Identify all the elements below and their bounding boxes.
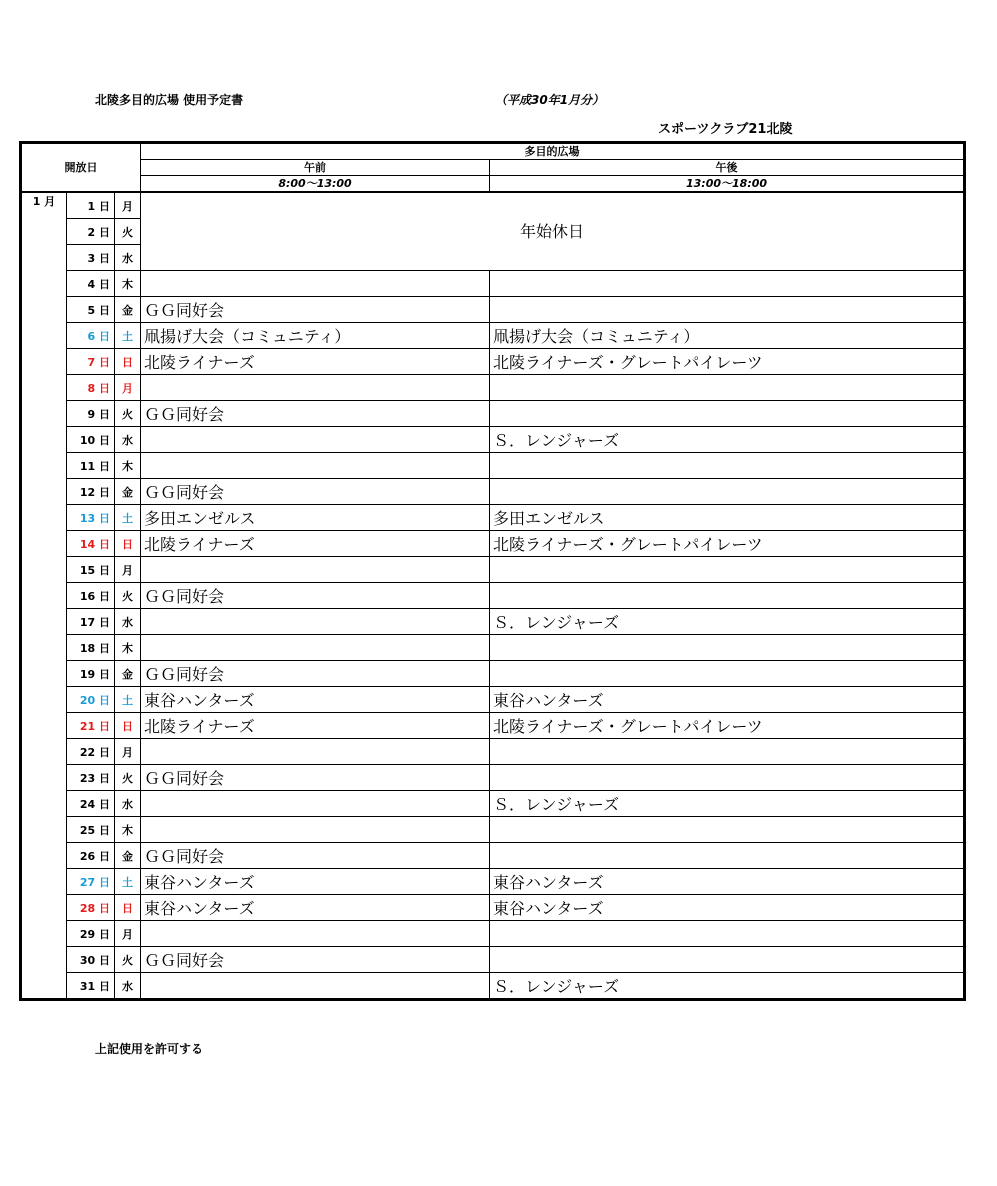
day-cell: 29 日 [67,921,115,947]
am-event-cell [141,271,490,297]
weekday-cell: 水 [115,427,141,453]
am-event-cell [141,817,490,843]
day-cell: 3 日 [67,245,115,271]
day-cell: 11 日 [67,453,115,479]
day-cell: 28 日 [67,895,115,921]
pm-event-cell: 東谷ハンターズ [490,687,964,713]
day-cell: 27 日 [67,869,115,895]
pm-event-cell [490,297,964,323]
pm-event-cell [490,583,964,609]
day-cell: 30 日 [67,947,115,973]
month-cell: 1 月 [22,192,67,999]
am-event-cell [141,609,490,635]
pm-event-cell: 北陵ライナーズ・グレートパイレーツ [490,349,964,375]
pm-event-cell [490,453,964,479]
day-cell: 12 日 [67,479,115,505]
pm-header: 午後 [490,160,964,176]
weekday-cell: 日 [115,531,141,557]
table-row [22,557,964,583]
weekday-cell: 木 [115,635,141,661]
am-event-cell: ＧＧ同好会 [141,401,490,427]
weekday-cell: 月 [115,192,141,219]
weekday-cell: 金 [115,297,141,323]
period-label: （平成30年1月分） [495,93,605,107]
day-cell: 20 日 [67,687,115,713]
day-cell: 22 日 [67,739,115,765]
day-cell: 31 日 [67,973,115,999]
table-row [22,713,964,739]
am-event-cell: ＧＧ同好会 [141,661,490,687]
day-cell: 18 日 [67,635,115,661]
pm-event-cell: 北陵ライナーズ・グレートパイレーツ [490,531,964,557]
schedule-body [22,192,964,999]
weekday-cell: 土 [115,505,141,531]
table-row [22,505,964,531]
pm-event-cell [490,947,964,973]
am-event-cell: ＧＧ同好会 [141,297,490,323]
holiday-note: 年始休日 [141,192,964,271]
pm-event-cell [490,739,964,765]
table-row [22,817,964,843]
weekday-cell: 水 [115,609,141,635]
pm-event-cell [490,817,964,843]
day-cell: 19 日 [67,661,115,687]
am-event-cell: 多田エンゼルス [141,505,490,531]
pm-event-cell: Ｓ．レンジャーズ [490,427,964,453]
pm-event-cell [490,921,964,947]
weekday-cell: 土 [115,687,141,713]
approval-note: 上記使用を許可する [95,1042,204,1056]
weekday-cell: 金 [115,479,141,505]
am-event-cell: 東谷ハンターズ [141,895,490,921]
weekday-cell: 土 [115,869,141,895]
am-event-cell: 北陵ライナーズ [141,349,490,375]
table-row [22,895,964,921]
pm-event-cell [490,271,964,297]
weekday-cell: 月 [115,921,141,947]
weekday-cell: 火 [115,401,141,427]
day-cell: 25 日 [67,817,115,843]
table-row [22,791,964,817]
day-cell: 8 日 [67,375,115,401]
am-event-cell [141,557,490,583]
table-row [22,765,964,791]
table-row [22,375,964,401]
weekday-cell: 月 [115,557,141,583]
weekday-cell: 火 [115,583,141,609]
pm-event-cell [490,375,964,401]
pm-event-cell [490,635,964,661]
day-cell: 23 日 [67,765,115,791]
weekday-cell: 木 [115,271,141,297]
am-header: 午前 [141,160,490,176]
facility-header: 多目的広場 [141,144,964,160]
day-cell: 2 日 [67,219,115,245]
am-event-cell: ＧＧ同好会 [141,765,490,791]
weekday-cell: 日 [115,895,141,921]
am-event-cell: ＧＧ同好会 [141,947,490,973]
table-row [22,661,964,687]
weekday-cell: 月 [115,739,141,765]
am-event-cell: 東谷ハンターズ [141,869,490,895]
table-row [22,583,964,609]
pm-event-cell [490,843,964,869]
am-event-cell [141,739,490,765]
day-cell: 10 日 [67,427,115,453]
day-cell: 21 日 [67,713,115,739]
weekday-cell: 水 [115,245,141,271]
table-row [22,843,964,869]
day-cell: 9 日 [67,401,115,427]
am-event-cell [141,375,490,401]
am-event-cell [141,791,490,817]
pm-event-cell: Ｓ．レンジャーズ [490,973,964,999]
am-event-cell [141,973,490,999]
am-event-cell: 北陵ライナーズ [141,531,490,557]
table-row [22,453,964,479]
weekday-cell: 月 [115,375,141,401]
day-cell: 15 日 [67,557,115,583]
pm-event-cell [490,765,964,791]
pm-event-cell: 多田エンゼルス [490,505,964,531]
am-time-header: 8:00～13:00 [141,176,490,193]
weekday-cell: 日 [115,349,141,375]
pm-event-cell: Ｓ．レンジャーズ [490,609,964,635]
open-days-header: 開放日 [22,144,141,193]
table-row [22,687,964,713]
table-row [22,609,964,635]
table-row [22,869,964,895]
weekday-cell: 日 [115,713,141,739]
table-row [22,479,964,505]
day-cell: 17 日 [67,609,115,635]
am-event-cell: 東谷ハンターズ [141,687,490,713]
weekday-cell: 金 [115,843,141,869]
weekday-cell: 水 [115,973,141,999]
organization-name: スポーツクラブ21北陵 [658,122,793,137]
day-cell: 13 日 [67,505,115,531]
am-event-cell: 凧揚げ大会（コミュニティ） [141,323,490,349]
table-row [22,921,964,947]
weekday-cell: 木 [115,817,141,843]
table-row [22,323,964,349]
am-event-cell [141,921,490,947]
table-row [22,349,964,375]
day-cell: 14 日 [67,531,115,557]
am-event-cell: ＧＧ同好会 [141,583,490,609]
weekday-cell: 木 [115,453,141,479]
schedule-table [21,143,964,999]
day-cell: 24 日 [67,791,115,817]
table-row [22,297,964,323]
am-event-cell: ＧＧ同好会 [141,843,490,869]
pm-event-cell: 東谷ハンターズ [490,895,964,921]
table-row [22,635,964,661]
table-row [22,192,964,219]
am-event-cell [141,453,490,479]
weekday-cell: 火 [115,219,141,245]
document-title: 北陵多目的広場 使用予定書 [95,93,244,107]
am-event-cell [141,427,490,453]
table-row [22,947,964,973]
am-event-cell [141,635,490,661]
table-row [22,427,964,453]
am-event-cell: ＧＧ同好会 [141,479,490,505]
day-cell: 16 日 [67,583,115,609]
weekday-cell: 火 [115,947,141,973]
pm-event-cell: 北陵ライナーズ・グレートパイレーツ [490,713,964,739]
table-row [22,401,964,427]
day-cell: 7 日 [67,349,115,375]
day-cell: 26 日 [67,843,115,869]
pm-event-cell: Ｓ．レンジャーズ [490,791,964,817]
weekday-cell: 金 [115,661,141,687]
pm-event-cell [490,661,964,687]
pm-event-cell [490,557,964,583]
pm-event-cell: 東谷ハンターズ [490,869,964,895]
pm-time-header: 13:00～18:00 [490,176,964,193]
table-row [22,271,964,297]
pm-event-cell [490,401,964,427]
weekday-cell: 水 [115,791,141,817]
am-event-cell: 北陵ライナーズ [141,713,490,739]
table-row [22,973,964,999]
table-row [22,531,964,557]
weekday-cell: 土 [115,323,141,349]
day-cell: 4 日 [67,271,115,297]
table-row [22,739,964,765]
day-cell: 6 日 [67,323,115,349]
day-cell: 1 日 [67,192,115,219]
day-cell: 5 日 [67,297,115,323]
pm-event-cell [490,479,964,505]
pm-event-cell: 凧揚げ大会（コミュニティ） [490,323,964,349]
weekday-cell: 火 [115,765,141,791]
